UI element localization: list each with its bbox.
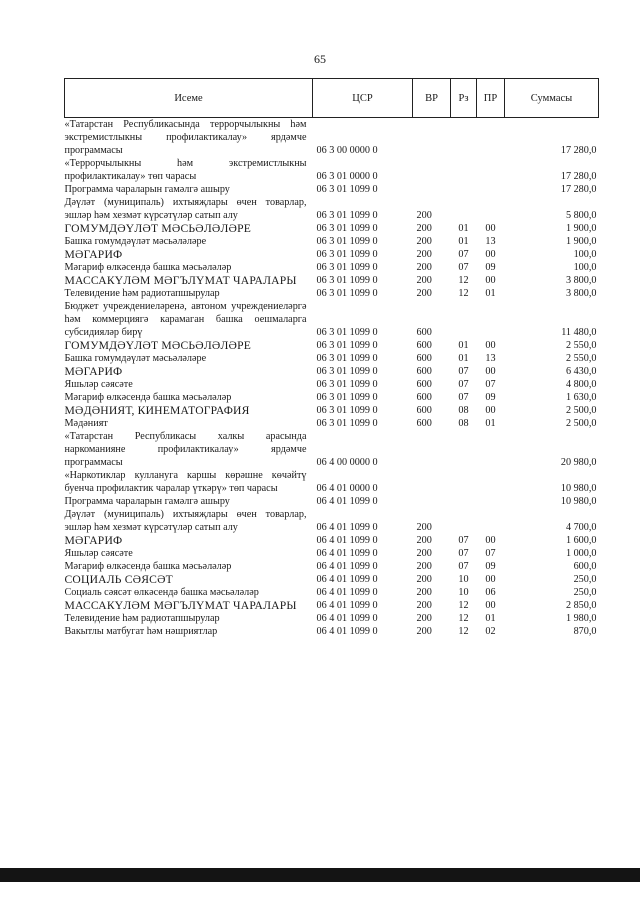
cell-sum: 1 900,0 bbox=[565, 236, 597, 247]
table-header-row bbox=[65, 79, 599, 118]
cell-name: ГОМУМДӘҮЛӘТ МӘСЬӘЛӘЛӘРЕ bbox=[64, 339, 252, 352]
cell-csr: 06 4 01 1099 0 bbox=[316, 613, 378, 624]
section-row bbox=[65, 573, 599, 586]
table-row bbox=[65, 378, 599, 391]
cell-vr: 200 bbox=[416, 600, 432, 611]
table-row bbox=[65, 352, 599, 365]
cell-pr bbox=[477, 196, 505, 222]
cell-name: Программа чараларын гамәлгә ашыру bbox=[64, 496, 230, 507]
cell-rz: 08 bbox=[458, 405, 469, 416]
cell-name: МӘГАРИФ bbox=[64, 248, 123, 261]
cell-pr: 00 bbox=[485, 600, 496, 611]
cell-rz: 12 bbox=[458, 626, 469, 637]
table-row bbox=[65, 495, 599, 508]
cell-rz: 01 bbox=[458, 223, 469, 234]
cell-pr bbox=[477, 495, 505, 508]
cell-csr: 06 3 01 1099 0 bbox=[316, 392, 378, 403]
cell-csr: 06 4 01 1099 0 bbox=[316, 600, 378, 611]
cell-pr bbox=[477, 300, 505, 339]
cell-vr: 200 bbox=[416, 548, 432, 559]
cell-vr: 200 bbox=[416, 587, 432, 598]
section-row bbox=[65, 248, 599, 261]
table-row bbox=[65, 118, 599, 158]
cell-vr: 200 bbox=[416, 288, 432, 299]
cell-sum: 6 430,0 bbox=[565, 366, 597, 377]
cell-name: Мәгариф өлкәсендә башка мәсьәләләр bbox=[64, 392, 232, 403]
cell-rz: 01 bbox=[458, 340, 469, 351]
cell-name: Телевидение һәм радиотапшырулар bbox=[64, 288, 220, 299]
cell-sum: 1 900,0 bbox=[565, 223, 597, 234]
cell-rz: 01 bbox=[458, 236, 469, 247]
cell-csr: 06 3 01 1099 0 bbox=[316, 249, 378, 260]
cell-sum: 2 850,0 bbox=[565, 600, 597, 611]
cell-sum: 4 700,0 bbox=[565, 522, 597, 533]
cell-sum: 10 980,0 bbox=[560, 483, 597, 494]
cell-csr: 06 4 00 0000 0 bbox=[316, 457, 378, 468]
cell-name: МАССАКҮЛӘМ МӘГЪЛҮМАТ ЧАРАЛАРЫ bbox=[64, 274, 297, 287]
table-row bbox=[65, 261, 599, 274]
cell-pr: 07 bbox=[485, 379, 496, 390]
cell-rz: 12 bbox=[458, 600, 469, 611]
cell-name: Яшьләр сәясәте bbox=[64, 379, 133, 390]
header-rz: Рз bbox=[451, 79, 477, 118]
cell-pr: 00 bbox=[485, 340, 496, 351]
cell-name: МАССАКҮЛӘМ МӘГЪЛҮМАТ ЧАРАЛАРЫ bbox=[64, 599, 297, 612]
cell-rz: 10 bbox=[458, 574, 469, 585]
cell-sum: 20 980,0 bbox=[560, 457, 597, 468]
cell-sum: 3 800,0 bbox=[565, 275, 597, 286]
table-row bbox=[65, 469, 599, 495]
cell-csr: 06 4 01 1099 0 bbox=[316, 548, 378, 559]
cell-vr: 200 bbox=[416, 223, 432, 234]
section-row bbox=[65, 404, 599, 417]
cell-sum: 4 800,0 bbox=[565, 379, 597, 390]
cell-csr: 06 3 01 1099 0 bbox=[316, 223, 378, 234]
cell-vr: 600 bbox=[416, 418, 432, 429]
table-row bbox=[65, 612, 599, 625]
cell-pr bbox=[477, 430, 505, 469]
section-row bbox=[65, 339, 599, 352]
cell-csr: 06 3 01 1099 0 bbox=[316, 418, 378, 429]
cell-name: Программа чараларын гамәлгә ашыру bbox=[64, 184, 230, 195]
cell-rz: 12 bbox=[458, 288, 469, 299]
cell-vr: 600 bbox=[416, 353, 432, 364]
cell-rz: 07 bbox=[458, 262, 469, 273]
cell-vr bbox=[413, 495, 451, 508]
section-row bbox=[65, 599, 599, 612]
cell-name: Бюджет учреждениеләренә, автоном учреждениеләргә һәм коммерциягә карамаган башка оешмаларга субсидияләр бирү bbox=[64, 301, 307, 338]
cell-pr: 06 bbox=[485, 587, 496, 598]
cell-vr: 200 bbox=[416, 561, 432, 572]
cell-rz bbox=[451, 469, 477, 495]
cell-sum: 100,0 bbox=[573, 262, 597, 273]
cell-name: «Террорчылыкны һәм экстремистлыкны профилактикалау» төп чарасы bbox=[64, 158, 307, 182]
cell-csr: 06 3 01 1099 0 bbox=[316, 210, 378, 221]
table-row bbox=[65, 287, 599, 300]
cell-pr: 00 bbox=[485, 275, 496, 286]
table-row bbox=[65, 300, 599, 339]
cell-sum: 17 280,0 bbox=[560, 184, 597, 195]
cell-rz: 07 bbox=[458, 392, 469, 403]
cell-rz: 07 bbox=[458, 535, 469, 546]
cell-csr: 06 3 01 1099 0 bbox=[316, 262, 378, 273]
table-row bbox=[65, 430, 599, 469]
cell-pr: 07 bbox=[485, 548, 496, 559]
cell-csr: 06 4 01 1099 0 bbox=[316, 587, 378, 598]
cell-pr: 00 bbox=[485, 366, 496, 377]
budget-table bbox=[64, 78, 599, 638]
cell-rz bbox=[451, 508, 477, 534]
cell-pr bbox=[477, 508, 505, 534]
cell-sum: 1 000,0 bbox=[565, 548, 597, 559]
cell-rz: 07 bbox=[458, 548, 469, 559]
cell-sum: 250,0 bbox=[573, 587, 597, 598]
cell-vr: 600 bbox=[416, 340, 432, 351]
page-number: 65 bbox=[314, 52, 326, 66]
cell-name: МӘГАРИФ bbox=[64, 365, 123, 378]
cell-csr: 06 3 01 1099 0 bbox=[316, 236, 378, 247]
cell-sum: 5 800,0 bbox=[565, 210, 597, 221]
cell-name: МӘГАРИФ bbox=[64, 534, 123, 547]
cell-csr: 06 4 01 1099 0 bbox=[316, 561, 378, 572]
cell-csr: 06 4 01 1099 0 bbox=[316, 535, 378, 546]
cell-rz bbox=[451, 118, 477, 158]
cell-pr: 01 bbox=[485, 613, 496, 624]
cell-csr: 06 4 01 1099 0 bbox=[316, 626, 378, 637]
cell-vr bbox=[413, 430, 451, 469]
cell-pr: 02 bbox=[485, 626, 496, 637]
cell-csr: 06 3 01 1099 0 bbox=[316, 340, 378, 351]
cell-name: МӘДӘНИЯТ, КИНЕМАТОГРАФИЯ bbox=[64, 404, 250, 417]
cell-pr: 01 bbox=[485, 418, 496, 429]
header-csr: ЦСР bbox=[313, 79, 413, 118]
cell-pr bbox=[477, 157, 505, 183]
cell-vr: 200 bbox=[416, 236, 432, 247]
cell-name: Дәүләт (муниципаль) ихтыяҗлары өчен товарлар, эшләр һәм хезмәт күрсәтүләр сатып алу bbox=[64, 509, 307, 533]
cell-name: Мәгариф өлкәсендә башка мәсьәләләр bbox=[64, 561, 232, 572]
cell-sum: 600,0 bbox=[573, 561, 597, 572]
cell-sum: 2 550,0 bbox=[565, 353, 597, 364]
table-row bbox=[65, 183, 599, 196]
cell-vr: 200 bbox=[416, 626, 432, 637]
cell-sum: 17 280,0 bbox=[560, 171, 597, 182]
cell-name: Яшьләр сәясәте bbox=[64, 548, 133, 559]
cell-sum: 2 500,0 bbox=[565, 405, 597, 416]
cell-csr: 06 3 01 1099 0 bbox=[316, 275, 378, 286]
cell-sum: 2 500,0 bbox=[565, 418, 597, 429]
cell-pr: 00 bbox=[485, 223, 496, 234]
cell-sum: 870,0 bbox=[573, 626, 597, 637]
cell-vr: 200 bbox=[416, 535, 432, 546]
cell-vr: 600 bbox=[416, 327, 432, 338]
cell-name: Башка гомумдәүләт мәсьәләләре bbox=[64, 353, 207, 364]
cell-name: «Татарстан Республикасы халкы арасында наркоманияне профилактикалау» ярдәмче программасы bbox=[64, 431, 307, 468]
cell-vr: 200 bbox=[416, 249, 432, 260]
cell-name: Социаль сәясәт өлкәсендә башка мәсьәләләр bbox=[64, 587, 259, 598]
cell-rz: 07 bbox=[458, 249, 469, 260]
cell-csr: 06 3 00 0000 0 bbox=[316, 145, 378, 156]
table-body bbox=[65, 118, 599, 639]
cell-sum: 250,0 bbox=[573, 574, 597, 585]
cell-pr: 09 bbox=[485, 392, 496, 403]
cell-csr: 06 3 01 0000 0 bbox=[316, 171, 378, 182]
cell-vr: 200 bbox=[416, 613, 432, 624]
cell-pr: 09 bbox=[485, 262, 496, 273]
cell-name: Вакытлы матбугат һәм нәшриятлар bbox=[64, 626, 218, 637]
cell-name: «Наркотиклар кулланугa каршы көрәшне көчәйтү буенча профилактик чаралар үткәрү» төп чарасы bbox=[64, 470, 307, 494]
cell-pr: 13 bbox=[485, 353, 496, 364]
cell-sum: 17 280,0 bbox=[560, 145, 597, 156]
cell-pr: 00 bbox=[485, 535, 496, 546]
cell-sum: 1 980,0 bbox=[565, 613, 597, 624]
cell-vr: 600 bbox=[416, 405, 432, 416]
cell-vr bbox=[413, 183, 451, 196]
cell-rz: 07 bbox=[458, 379, 469, 390]
cell-pr bbox=[477, 118, 505, 158]
table-row bbox=[65, 508, 599, 534]
table-row bbox=[65, 625, 599, 638]
cell-pr bbox=[477, 469, 505, 495]
cell-vr bbox=[413, 157, 451, 183]
table-row bbox=[65, 560, 599, 573]
cell-csr: 06 4 01 1099 0 bbox=[316, 496, 378, 507]
cell-pr: 13 bbox=[485, 236, 496, 247]
cell-pr: 09 bbox=[485, 561, 496, 572]
cell-rz bbox=[451, 430, 477, 469]
cell-vr: 600 bbox=[416, 392, 432, 403]
cell-vr: 200 bbox=[416, 275, 432, 286]
cell-csr: 06 3 01 1099 0 bbox=[316, 379, 378, 390]
table-row bbox=[65, 157, 599, 183]
cell-rz: 08 bbox=[458, 418, 469, 429]
cell-vr: 200 bbox=[416, 522, 432, 533]
cell-csr: 06 3 01 1099 0 bbox=[316, 184, 378, 195]
table-row bbox=[65, 586, 599, 599]
table-row bbox=[65, 547, 599, 560]
cell-pr: 01 bbox=[485, 288, 496, 299]
cell-rz bbox=[451, 183, 477, 196]
cell-sum: 11 480,0 bbox=[561, 327, 597, 338]
cell-sum: 100,0 bbox=[573, 249, 597, 260]
cell-pr: 00 bbox=[485, 249, 496, 260]
cell-sum: 1 600,0 bbox=[565, 535, 597, 546]
cell-rz bbox=[451, 157, 477, 183]
section-row bbox=[65, 534, 599, 547]
cell-name: ГОМУМДӘҮЛӘТ МӘСЬӘЛӘЛӘРЕ bbox=[64, 222, 252, 235]
cell-vr: 200 bbox=[416, 574, 432, 585]
cell-pr: 00 bbox=[485, 405, 496, 416]
cell-name: Телевидение һәм радиотапшырулар bbox=[64, 613, 220, 624]
cell-rz: 12 bbox=[458, 275, 469, 286]
cell-csr: 06 4 01 0000 0 bbox=[316, 483, 378, 494]
cell-vr bbox=[413, 118, 451, 158]
cell-pr bbox=[477, 183, 505, 196]
cell-csr: 06 3 01 1099 0 bbox=[316, 327, 378, 338]
cell-sum: 10 980,0 bbox=[560, 496, 597, 507]
header-name: Исеме bbox=[65, 79, 313, 118]
table-row bbox=[65, 391, 599, 404]
header-vr: ВР bbox=[413, 79, 451, 118]
cell-sum: 1 630,0 bbox=[565, 392, 597, 403]
cell-name: Дәүләт (муниципаль) ихтыяҗлары өчен товарлар, эшләр һәм хезмәт күрсәтүләр сатып алу bbox=[64, 197, 307, 221]
cell-vr bbox=[413, 469, 451, 495]
cell-rz bbox=[451, 300, 477, 339]
cell-rz: 07 bbox=[458, 561, 469, 572]
cell-csr: 06 3 01 1099 0 bbox=[316, 405, 378, 416]
table-row bbox=[65, 235, 599, 248]
cell-vr: 600 bbox=[416, 366, 432, 377]
cell-sum: 3 800,0 bbox=[565, 288, 597, 299]
cell-pr: 00 bbox=[485, 574, 496, 585]
cell-rz bbox=[451, 196, 477, 222]
cell-rz: 01 bbox=[458, 353, 469, 364]
cell-sum: 2 550,0 bbox=[565, 340, 597, 351]
section-row bbox=[65, 274, 599, 287]
cell-csr: 06 3 01 1099 0 bbox=[316, 288, 378, 299]
cell-csr: 06 4 01 1099 0 bbox=[316, 574, 378, 585]
cell-csr: 06 4 01 1099 0 bbox=[316, 522, 378, 533]
section-row bbox=[65, 365, 599, 378]
cell-csr: 06 3 01 1099 0 bbox=[316, 353, 378, 364]
cell-name: «Татарстан Республикасында террорчылыкны һәм экстремистлыкны профилактикалау» ярдәмче программасы bbox=[64, 119, 307, 156]
cell-name: Мәдәният bbox=[64, 418, 108, 429]
cell-vr: 600 bbox=[416, 379, 432, 390]
header-sum: Суммасы bbox=[505, 79, 599, 118]
scan-edge-bar bbox=[0, 868, 640, 882]
cell-rz: 07 bbox=[458, 366, 469, 377]
cell-name: Мәгариф өлкәсендә башка мәсьәләләр bbox=[64, 262, 232, 273]
cell-csr: 06 3 01 1099 0 bbox=[316, 366, 378, 377]
cell-rz: 12 bbox=[458, 613, 469, 624]
table-row bbox=[65, 417, 599, 430]
cell-name: Башка гомумдәүләт мәсьәләләре bbox=[64, 236, 207, 247]
header-pr: ПР bbox=[477, 79, 505, 118]
section-row bbox=[65, 222, 599, 235]
cell-name: СОЦИАЛЬ СӘЯСӘТ bbox=[64, 573, 173, 586]
cell-rz bbox=[451, 495, 477, 508]
cell-vr: 200 bbox=[416, 210, 432, 221]
cell-rz: 10 bbox=[458, 587, 469, 598]
table-row bbox=[65, 196, 599, 222]
cell-vr: 200 bbox=[416, 262, 432, 273]
